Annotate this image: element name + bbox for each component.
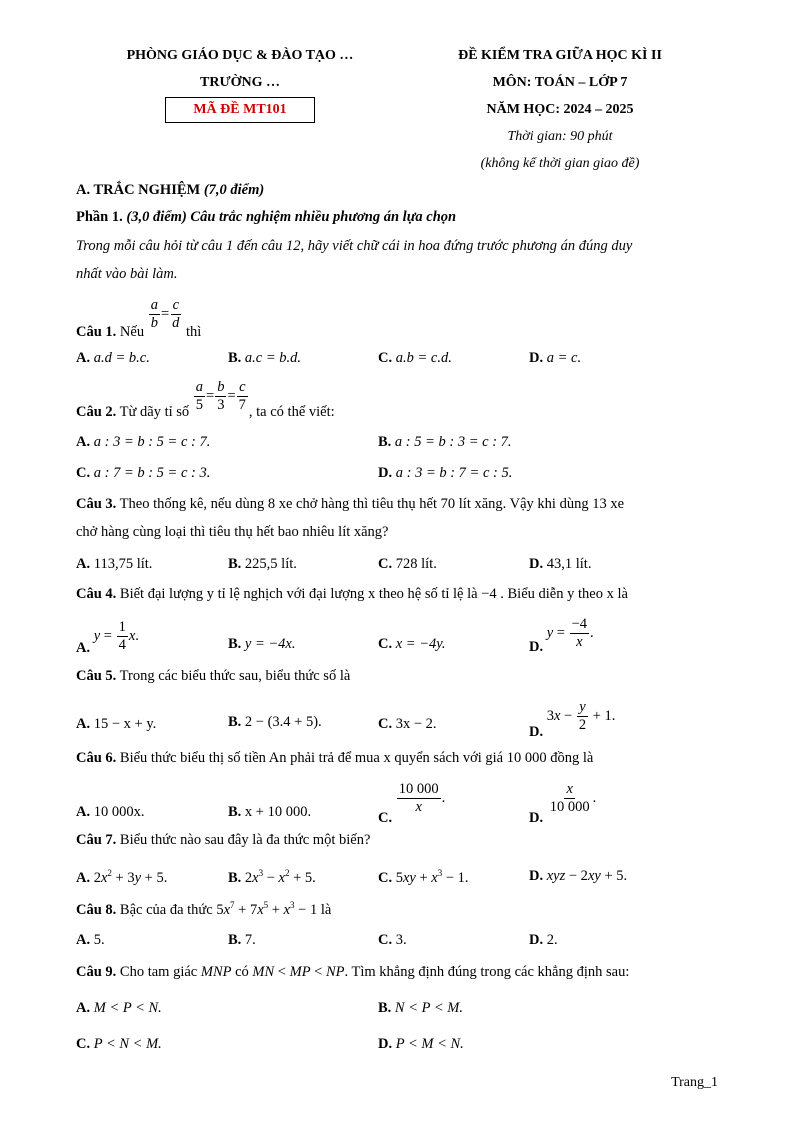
department-name: PHÒNG GIÁO DỤC & ĐÀO TẠO … <box>126 48 354 63</box>
question-7: Câu 7. Biểu thức nào sau đây là đa thức một biến? <box>76 832 371 848</box>
q2-option-c: C. a : 7 = b : 5 = c : 3. <box>76 465 211 481</box>
q3-option-b: B. 225,5 lít. <box>228 556 297 572</box>
q9-option-a: A. M < P < N. <box>76 1000 162 1016</box>
q7-option-a: A. $2x^2 + 3y + 5$. <box>76 868 168 886</box>
q6-option-b: B. x + 10 000. <box>228 804 312 820</box>
q3-option-d: D. 43,1 lít. <box>529 556 592 572</box>
q5-option-d: D. 3x − $\frac{y}{2}$ + 1. <box>529 699 616 741</box>
q2-option-a: A. a : 3 = b : 5 = c : 7. <box>76 434 211 450</box>
q8-option-d: D. 2. <box>529 932 558 948</box>
q7-option-b: B. $2x^3 - x^2 + 5$. <box>228 868 316 886</box>
q4-option-d: D. y = $\frac{-4}{x}$ . <box>529 616 594 656</box>
question-4: Câu 4. Biết đại lượng y tỉ lệ nghịch với đại lượng x theo hệ số tỉ lệ là −4 . Biểu diễn y theo x là <box>76 586 628 602</box>
q1-option-b: B. a.c = b.d. <box>228 350 302 366</box>
subject-title: MÔN: TOÁN – LỚP 7 <box>492 75 628 90</box>
question-3: Câu 3. Theo thống kê, nếu dùng 8 xe chở hàng thì tiêu thụ hết 70 lít xăng. Vậy khi dùng 13 xe <box>76 496 625 512</box>
school-year: NĂM HỌC: 2024 – 2025 <box>486 102 634 117</box>
q5-option-a: A. 15 − x + y. <box>76 716 157 732</box>
exam-title: ĐỀ KIỂM TRA GIỮA HỌC KÌ II <box>458 48 662 63</box>
q8-option-b: B. 7. <box>228 932 256 948</box>
fraction-a-b: $\frac{a}{b}$ <box>150 297 158 332</box>
q8-option-a: A. 5. <box>76 932 105 948</box>
q5-option-c: C. 3x − 2. <box>378 716 437 732</box>
header-left <box>90 42 390 123</box>
question-5: Câu 5. Trong các biểu thức sau, biểu thức số là <box>76 668 351 684</box>
q1-option-c: C. a.b = c.d. <box>378 350 452 366</box>
q1-option-a: A. a.d = b.c. <box>76 350 150 366</box>
q9-option-c: C. P < N < M. <box>76 1036 162 1052</box>
question-8: Câu 8. Bậc của đa thức $5x^7 + 7x^5 + x^3 - 1$ là <box>76 900 332 918</box>
exam-code-box: MÃ ĐỀ MT101 <box>165 97 315 123</box>
q9-option-b: B. N < P < M. <box>378 1000 463 1016</box>
q7-option-d: D. xyz − 2xy + 5. <box>529 868 628 884</box>
instruction-line-1: Trong mỗi câu hỏi từ câu 1 đến câu 12, hãy viết chữ cái in hoa đứng trước phương án đúng duy <box>76 238 633 254</box>
q6-option-a: A. 10 000x. <box>76 804 145 820</box>
q9-option-d: D. P < M < N. <box>378 1036 464 1052</box>
q4-option-c: C. x = −4y. <box>378 636 446 652</box>
q1-option-d: D. a = c. <box>529 350 582 366</box>
question-3-line-2: chở hàng cùng loại thì tiêu thụ hết bao nhiêu lít xăng? <box>76 524 389 540</box>
q6-option-c: C. $\frac{10 000}{x}$ . <box>378 781 446 827</box>
question-9: Câu 9. Cho tam giác MNP có MN < MP < NP. Tìm khẳng định đúng trong các khẳng định sau: <box>76 964 630 980</box>
instruction-line-2: nhất vào bài làm. <box>76 266 178 282</box>
school-name: TRƯỜNG … <box>200 75 280 90</box>
part-title: Phần 1. (3,0 điểm) Câu trắc nghiệm nhiều phương án lựa chọn <box>76 209 457 225</box>
question-1: Câu 1. Nếu $\frac{a}{b}$ = $\frac{c}{d}$ thì <box>76 297 202 341</box>
section-title: A. TRẮC NGHIỆM (7,0 điểm) <box>76 182 265 198</box>
q4-option-a: A. y = $\frac{1}{4}$ x. <box>76 619 139 657</box>
q6-option-d: D. $\frac{x}{10 000}$ . <box>529 781 597 827</box>
q2-option-d: D. a : 3 = b : 7 = c : 5. <box>378 465 513 481</box>
exam-time-note: (không kể thời gian giao đề) <box>480 156 640 171</box>
q2-option-b: B. a : 5 = b : 3 = c : 7. <box>378 434 512 450</box>
q5-option-b: B. 2 − (3.4 + 5). <box>228 714 322 730</box>
fraction-c-d: $\frac{c}{d}$ <box>172 297 180 332</box>
q4-option-b: B. y = −4x. <box>228 636 296 652</box>
header-right <box>420 42 700 177</box>
question-6: Câu 6. Biểu thức biểu thị số tiền An phải trả để mua x quyển sách với giá 10 000 đồng là <box>76 750 594 766</box>
q7-option-c: C. $5xy + x^3 - 1$. <box>378 868 469 886</box>
exam-time: Thời gian: 90 phút <box>507 129 613 144</box>
page-number: Trang_1 <box>671 1075 718 1090</box>
q3-option-a: A. 113,75 lít. <box>76 556 153 572</box>
question-2: Câu 2. Từ dãy tỉ số $\frac{a}{5}$ = $\frac{b}{3}$ = $\frac{c}{7}$ , ta có thể viết: <box>76 379 335 421</box>
q8-option-c: C. 3. <box>378 932 407 948</box>
q3-option-c: C. 728 lít. <box>378 556 437 572</box>
